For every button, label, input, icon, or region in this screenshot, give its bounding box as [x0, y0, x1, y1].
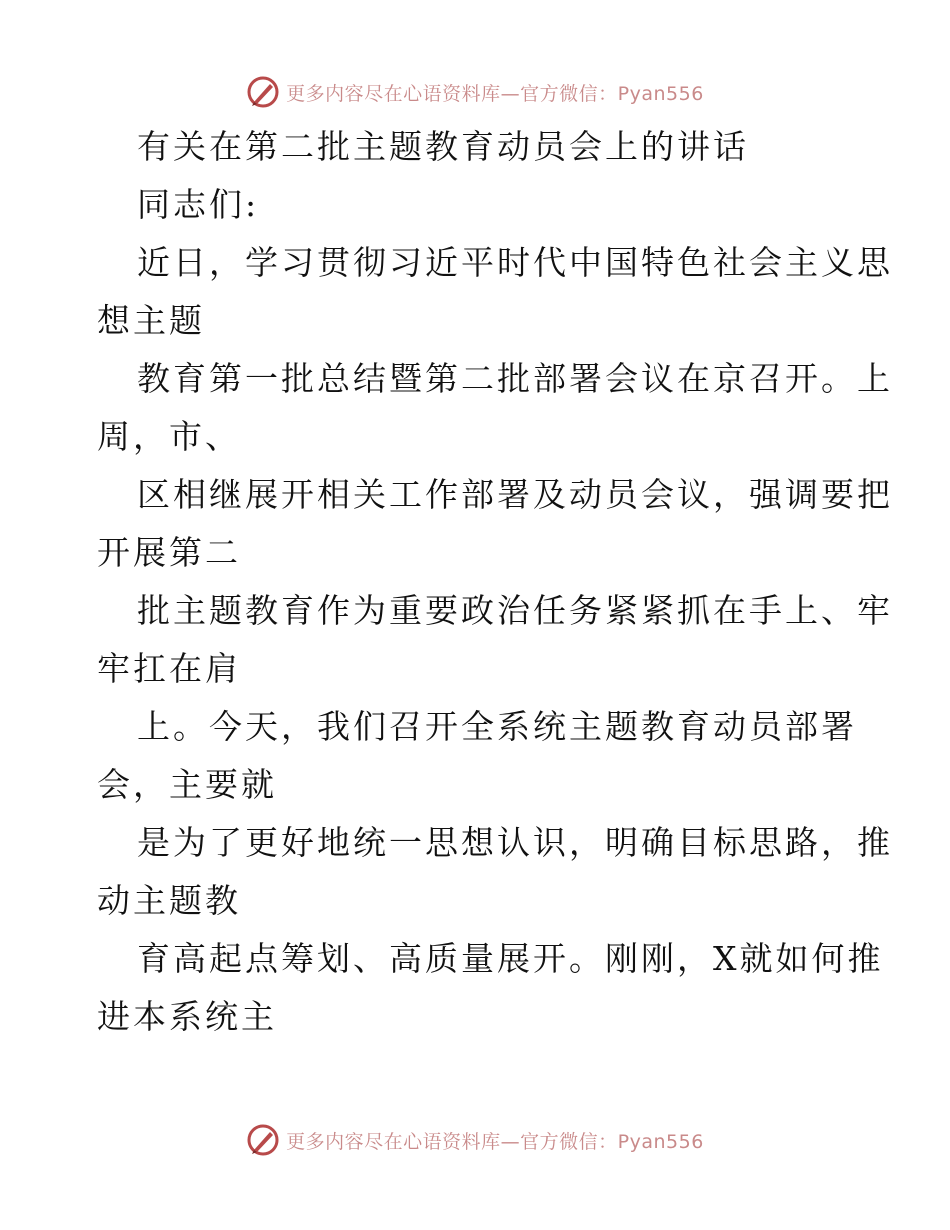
paragraph-lines — [97, 234, 893, 1046]
watermark-text: 更多内容尽在心语资料库—官方微信：Pyan556 — [286, 1130, 704, 1153]
greeting: 同志们: — [137, 185, 260, 224]
text-line: 教育第一批总结暨第二批部署会议在京召开。上 — [137, 359, 893, 398]
text-line: 上。今天，我们召开全系统主题教育动员部署 — [137, 707, 857, 746]
text-line: 近日，学习贯彻习近平时代中国特色社会主义思 — [137, 243, 893, 282]
watermark-footer — [0, 1120, 950, 1160]
pen-logo-icon — [246, 1123, 280, 1157]
text-line: 动主题教 — [97, 881, 241, 920]
text-line: 会，主要就 — [97, 765, 277, 804]
document-title: 有关在第二批主题教育动员会上的讲话 — [137, 127, 749, 166]
document-body — [97, 118, 893, 1046]
pen-logo-icon — [246, 75, 280, 109]
text-line: 育高起点筹划、高质量展开。刚刚，X就如何推 — [137, 939, 884, 978]
text-line: 牢扛在肩 — [97, 649, 241, 688]
text-line: 进本系统主 — [97, 997, 277, 1036]
text-line: 开展第二 — [97, 533, 241, 572]
text-line: 是为了更好地统一思想认识，明确目标思路，推 — [137, 823, 893, 862]
watermark-text: 更多内容尽在心语资料库—官方微信：Pyan556 — [286, 82, 704, 105]
text-line: 区相继展开相关工作部署及动员会议，强调要把 — [137, 475, 893, 514]
text-line: 周，市、 — [97, 417, 241, 456]
watermark-header — [0, 72, 950, 112]
text-line: 批主题教育作为重要政治任务紧紧抓在手上、牢 — [137, 591, 893, 630]
text-line: 想主题 — [97, 301, 205, 340]
